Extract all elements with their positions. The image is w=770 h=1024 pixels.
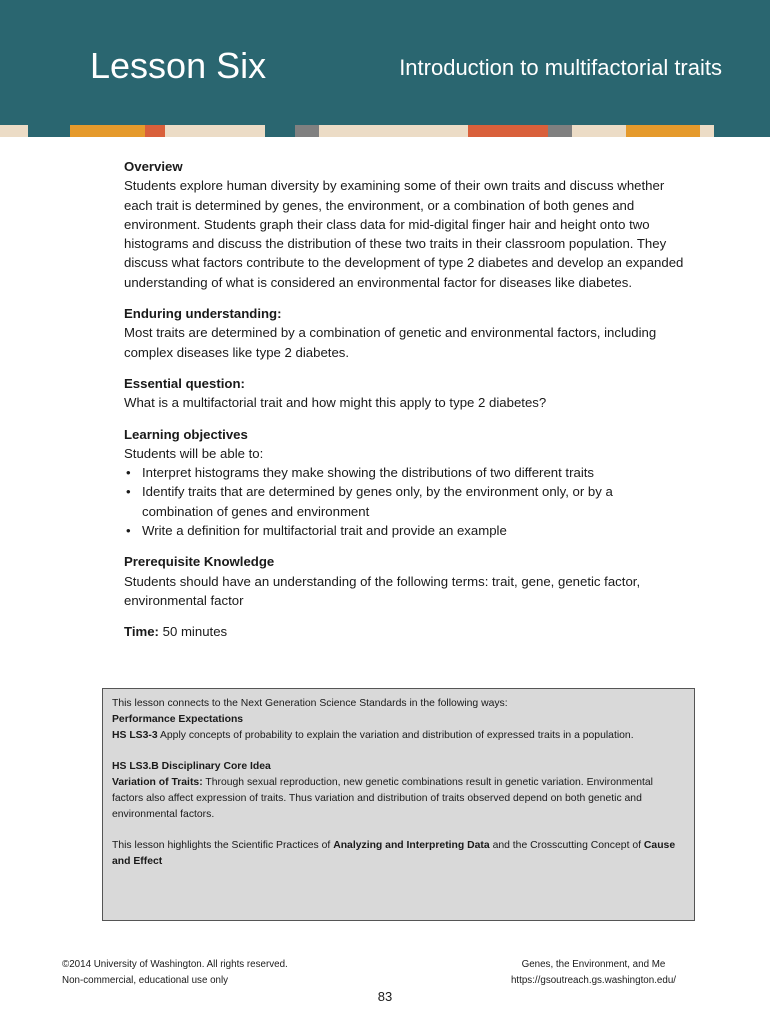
practice-prefix: This lesson highlights the Scientific Practices of <box>112 840 331 851</box>
ngss-standards-box <box>102 688 695 921</box>
pe-code: HS LS3-3 <box>112 730 158 741</box>
pe-text: Apply concepts of probability to explain the variation and distribution of expressed traits in a population. <box>159 730 634 741</box>
practice-mid: and the Crosscutting Concept of <box>492 840 642 851</box>
decorative-stripe <box>0 125 770 137</box>
overview-section <box>124 157 684 292</box>
stripe-segment <box>548 125 572 137</box>
standards-intro: This lesson connects to the Next Generation Science Standards in the following ways: <box>112 698 508 709</box>
enduring-understanding-text: Most traits are determined by a combination of genetic and environmental factors, including complex diseases like type 2 diabetes. <box>124 325 657 360</box>
stripe-segment <box>319 125 468 137</box>
dci-label: Variation of Traits: <box>112 777 203 788</box>
practices-statement <box>112 838 682 870</box>
footer-right <box>511 957 676 989</box>
lesson-header <box>0 0 770 125</box>
enduring-understanding-section <box>124 304 684 362</box>
series-title: Genes, the Environment, and Me <box>521 959 666 970</box>
lesson-title: Introduction to multifactorial traits <box>399 55 722 80</box>
enduring-understanding-heading: Enduring understanding: <box>124 306 282 322</box>
stripe-segment <box>626 125 700 137</box>
stripe-segment <box>70 125 145 137</box>
learning-objectives-intro: Students will be able to: <box>124 445 264 461</box>
stripe-segment <box>295 125 319 137</box>
prerequisite-heading: Prerequisite Knowledge <box>124 554 275 570</box>
lesson-content <box>124 157 684 642</box>
usage-notice: Non-commercial, educational use only <box>62 975 229 986</box>
performance-expectation <box>112 728 682 744</box>
crosscutting-concept-name: Cause and Effect <box>112 840 676 867</box>
website-url: https://gsoutreach.gs.washington.edu/ <box>510 975 676 986</box>
objective-item: • Interpret histograms they make showing the distributions of two different traits <box>124 463 684 482</box>
stripe-segment <box>572 125 626 137</box>
learning-objectives-section <box>124 425 684 541</box>
page-number: 83 <box>377 989 393 1004</box>
essential-question-heading: Essential question: <box>124 375 245 391</box>
stripe-segment <box>145 125 165 137</box>
stripe-segment <box>0 125 28 137</box>
stripe-segment <box>468 125 548 137</box>
prerequisite-text: Students should have an understanding of the following terms: trait, gene, genetic factor, environmental factor <box>124 573 641 608</box>
prerequisite-section <box>124 552 684 610</box>
objective-item: • Identify traits that are determined by genes only, by the environment only, or by a combination of genes and environment <box>124 482 684 521</box>
essential-question-text: What is a multifactorial trait and how might this apply to type 2 diabetes? <box>124 395 547 411</box>
time-label: Time: <box>124 624 159 640</box>
copyright-notice: ©2014 University of Washington. All rights reserved. <box>62 959 288 970</box>
dci-text: Through sexual reproduction, new genetic combinations result in genetic variation. Environmental factors also affect expression of traits. Thus variation and distribution of traits observed depend on both genetic and environmental factors. <box>112 777 653 820</box>
dci-description <box>112 775 682 823</box>
stripe-segment <box>700 125 714 137</box>
objectives-list <box>124 463 684 540</box>
footer-left <box>62 957 288 989</box>
objective-item: • Write a definition for multifactorial trait and provide an example <box>124 521 684 540</box>
stripe-segment <box>265 125 295 137</box>
stripe-segment <box>714 125 770 137</box>
stripe-segment <box>28 125 70 137</box>
time-value: 50 minutes <box>162 624 228 640</box>
lesson-number: Lesson Six <box>90 45 267 86</box>
essential-question-section <box>124 374 684 413</box>
time-line <box>124 622 684 641</box>
dci-heading: HS LS3.B Disciplinary Core Idea <box>112 761 271 772</box>
overview-heading: Overview <box>124 159 183 174</box>
practice-name: Analyzing and Interpreting Data <box>333 840 490 851</box>
stripe-segment <box>165 125 265 137</box>
learning-objectives-heading: Learning objectives <box>124 426 248 442</box>
performance-expectations-heading: Performance Expectations <box>112 714 244 725</box>
overview-text: Students explore human diversity by examining some of their own traits and discuss whether each trait is determined by genes, the environment, or a combination of both genes and environment. Students graph their class data for mid-digital finger hair and height onto two histograms and discuss the distribution of these two traits in their classroom population. They discuss what factors contribute to the development of type 2 diabetes and develop an expanded understanding of what is considered an environmental factor for diseases like diabetes. <box>124 178 684 290</box>
